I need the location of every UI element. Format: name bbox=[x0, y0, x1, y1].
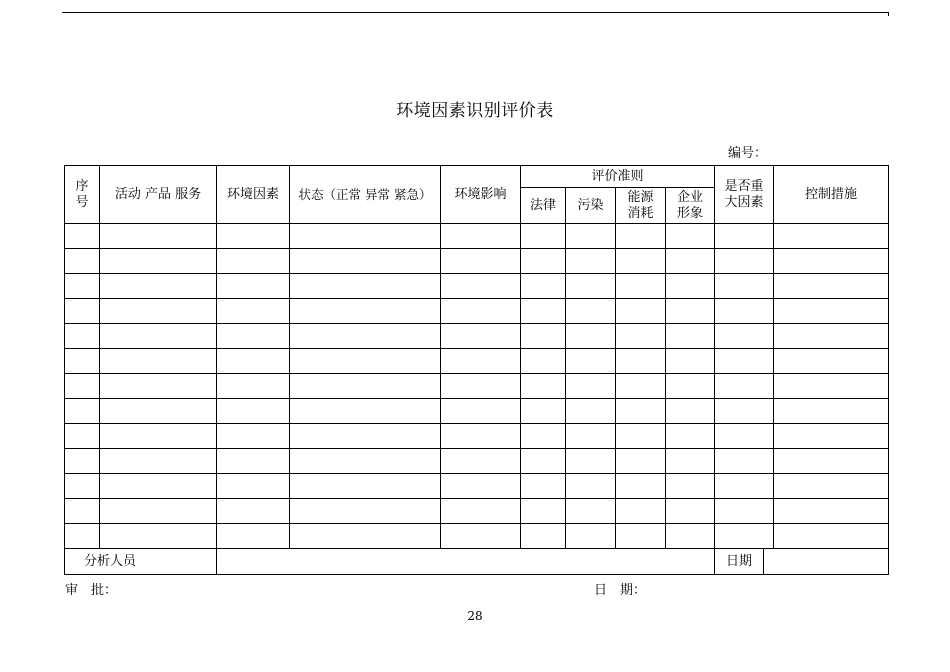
table-cell[interactable] bbox=[65, 324, 100, 349]
table-cell[interactable] bbox=[566, 474, 616, 499]
table-cell[interactable] bbox=[217, 324, 290, 349]
table-cell[interactable] bbox=[616, 349, 666, 374]
table-cell[interactable] bbox=[521, 424, 566, 449]
table-cell[interactable] bbox=[774, 499, 889, 524]
table-cell[interactable] bbox=[521, 299, 566, 324]
table-cell[interactable] bbox=[566, 249, 616, 274]
table-cell[interactable] bbox=[441, 374, 521, 399]
table-cell[interactable] bbox=[100, 249, 217, 274]
table-cell[interactable] bbox=[774, 249, 889, 274]
page-title: 环境因素识别评价表 bbox=[396, 101, 554, 121]
table-cell[interactable] bbox=[100, 274, 217, 299]
table-cell[interactable] bbox=[616, 299, 666, 324]
header-criteria-pollution: 污染 bbox=[566, 188, 616, 224]
table-cell[interactable] bbox=[217, 399, 290, 424]
table-cell[interactable] bbox=[666, 524, 715, 549]
table-cell[interactable] bbox=[65, 449, 100, 474]
table-cell[interactable] bbox=[715, 324, 774, 349]
table-cell[interactable] bbox=[616, 324, 666, 349]
page-number: 28 bbox=[467, 609, 483, 623]
table-cell[interactable] bbox=[666, 274, 715, 299]
table-cell[interactable] bbox=[217, 524, 290, 549]
table-cell[interactable] bbox=[774, 424, 889, 449]
table-cell[interactable] bbox=[666, 249, 715, 274]
table-cell[interactable] bbox=[441, 224, 521, 249]
header-rule-tick bbox=[888, 12, 889, 16]
table-cell[interactable] bbox=[774, 274, 889, 299]
table-cell[interactable] bbox=[441, 349, 521, 374]
table-cell[interactable] bbox=[290, 374, 441, 399]
table-cell[interactable] bbox=[217, 499, 290, 524]
table-cell[interactable] bbox=[666, 499, 715, 524]
table-cell[interactable] bbox=[774, 524, 889, 549]
table-cell[interactable] bbox=[100, 324, 217, 349]
table-cell[interactable] bbox=[290, 424, 441, 449]
table-cell[interactable] bbox=[217, 449, 290, 474]
header-impact: 环境影响 bbox=[441, 166, 521, 224]
table-cell[interactable] bbox=[715, 374, 774, 399]
table-cell[interactable] bbox=[566, 424, 616, 449]
table-cell[interactable] bbox=[715, 274, 774, 299]
table-cell[interactable] bbox=[290, 299, 441, 324]
table-cell[interactable] bbox=[521, 449, 566, 474]
table-cell[interactable] bbox=[65, 249, 100, 274]
table-cell[interactable] bbox=[441, 449, 521, 474]
table-cell[interactable] bbox=[715, 449, 774, 474]
date-label: 日期 bbox=[715, 549, 764, 574]
table-cell[interactable] bbox=[616, 274, 666, 299]
table-cell[interactable] bbox=[616, 224, 666, 249]
evaluation-table bbox=[64, 165, 889, 575]
footer-date-cell bbox=[715, 549, 889, 575]
header-criteria-energy: 能源消耗 bbox=[616, 188, 666, 224]
table-cell[interactable] bbox=[715, 299, 774, 324]
table-cell[interactable] bbox=[616, 499, 666, 524]
table-cell[interactable] bbox=[441, 524, 521, 549]
table-row bbox=[65, 399, 889, 424]
table-cell[interactable] bbox=[566, 274, 616, 299]
table-cell[interactable] bbox=[566, 224, 616, 249]
table-cell[interactable] bbox=[65, 274, 100, 299]
date-value[interactable] bbox=[764, 549, 888, 574]
table-cell[interactable] bbox=[100, 424, 217, 449]
table-cell[interactable] bbox=[521, 499, 566, 524]
table-cell[interactable] bbox=[65, 299, 100, 324]
header-criteria-law: 法律 bbox=[521, 188, 566, 224]
table-cell[interactable] bbox=[100, 224, 217, 249]
table-cell[interactable] bbox=[100, 299, 217, 324]
table-cell[interactable] bbox=[715, 499, 774, 524]
table-cell[interactable] bbox=[566, 499, 616, 524]
footer-analyst-cell bbox=[65, 549, 217, 575]
table-cell[interactable] bbox=[774, 399, 889, 424]
table-cell[interactable] bbox=[441, 474, 521, 499]
table-cell[interactable] bbox=[290, 399, 441, 424]
header-factor: 环境因素 bbox=[217, 166, 290, 224]
table-cell[interactable] bbox=[616, 449, 666, 474]
table-cell[interactable] bbox=[566, 374, 616, 399]
table-cell[interactable] bbox=[65, 524, 100, 549]
approval-label: 审 批： bbox=[65, 583, 118, 598]
header-state: 状态（正常 异常 紧急） bbox=[290, 166, 441, 224]
table-cell[interactable] bbox=[715, 474, 774, 499]
table-cell[interactable] bbox=[100, 374, 217, 399]
table-cell[interactable] bbox=[774, 324, 889, 349]
table-cell[interactable] bbox=[715, 349, 774, 374]
table-cell[interactable] bbox=[100, 449, 217, 474]
table-cell[interactable] bbox=[616, 424, 666, 449]
table-cell[interactable] bbox=[441, 274, 521, 299]
header-control: 控制措施 bbox=[774, 166, 889, 224]
table-cell[interactable] bbox=[715, 424, 774, 449]
table-cell[interactable] bbox=[65, 224, 100, 249]
table-cell[interactable] bbox=[521, 224, 566, 249]
table-cell[interactable] bbox=[715, 399, 774, 424]
table-cell[interactable] bbox=[441, 399, 521, 424]
table-cell[interactable] bbox=[217, 349, 290, 374]
table-cell[interactable] bbox=[441, 299, 521, 324]
table-row bbox=[65, 324, 889, 349]
table-cell[interactable] bbox=[521, 474, 566, 499]
table-cell[interactable] bbox=[566, 524, 616, 549]
table-cell[interactable] bbox=[441, 249, 521, 274]
table-cell[interactable] bbox=[65, 374, 100, 399]
table-cell[interactable] bbox=[666, 324, 715, 349]
table-cell[interactable] bbox=[715, 249, 774, 274]
table-cell[interactable] bbox=[290, 274, 441, 299]
table-cell[interactable] bbox=[666, 349, 715, 374]
table-cell[interactable] bbox=[217, 299, 290, 324]
table-row bbox=[65, 499, 889, 524]
table-cell[interactable] bbox=[566, 349, 616, 374]
table-cell[interactable] bbox=[521, 374, 566, 399]
table-cell[interactable] bbox=[290, 224, 441, 249]
table-cell[interactable] bbox=[217, 374, 290, 399]
table-cell[interactable] bbox=[100, 499, 217, 524]
header-activity: 活动 产品 服务 bbox=[100, 166, 217, 224]
table-row bbox=[65, 249, 889, 274]
table-cell[interactable] bbox=[441, 424, 521, 449]
table-cell[interactable] bbox=[521, 524, 566, 549]
header-rule bbox=[62, 12, 889, 13]
table-cell[interactable] bbox=[217, 249, 290, 274]
table-cell[interactable] bbox=[521, 349, 566, 374]
table-row bbox=[65, 449, 889, 474]
table-cell[interactable] bbox=[65, 474, 100, 499]
table-cell[interactable] bbox=[666, 399, 715, 424]
table-cell[interactable] bbox=[774, 474, 889, 499]
table-cell[interactable] bbox=[616, 474, 666, 499]
table-cell[interactable] bbox=[217, 274, 290, 299]
table-cell[interactable] bbox=[774, 224, 889, 249]
table-cell[interactable] bbox=[521, 274, 566, 299]
table-row bbox=[65, 349, 889, 374]
table-cell[interactable] bbox=[666, 224, 715, 249]
header-criteria-image: 企业形象 bbox=[666, 188, 715, 224]
table-cell[interactable] bbox=[521, 324, 566, 349]
table-cell[interactable] bbox=[65, 349, 100, 374]
table-cell[interactable] bbox=[441, 499, 521, 524]
table-cell[interactable] bbox=[65, 499, 100, 524]
table-row bbox=[65, 424, 889, 449]
table-cell[interactable] bbox=[774, 449, 889, 474]
table-cell[interactable] bbox=[774, 349, 889, 374]
table-cell[interactable] bbox=[666, 299, 715, 324]
table-cell[interactable] bbox=[774, 374, 889, 399]
table-row bbox=[65, 474, 889, 499]
table-cell[interactable] bbox=[666, 374, 715, 399]
table-cell[interactable] bbox=[566, 399, 616, 424]
table-cell[interactable] bbox=[616, 399, 666, 424]
table-row bbox=[65, 299, 889, 324]
table-cell[interactable] bbox=[616, 249, 666, 274]
table-cell[interactable] bbox=[65, 399, 100, 424]
header-major: 是否重大因素 bbox=[715, 166, 774, 224]
table-cell[interactable] bbox=[100, 399, 217, 424]
header-criteria: 评价准则 bbox=[521, 166, 715, 188]
table-cell[interactable] bbox=[566, 449, 616, 474]
table-cell[interactable] bbox=[65, 424, 100, 449]
table-cell[interactable] bbox=[616, 374, 666, 399]
table-cell[interactable] bbox=[566, 324, 616, 349]
table-cell[interactable] bbox=[290, 474, 441, 499]
table-cell[interactable] bbox=[290, 524, 441, 549]
sign-date-label: 日 期： bbox=[594, 583, 647, 598]
table-cell[interactable] bbox=[100, 474, 217, 499]
header-seq: 序号 bbox=[65, 166, 100, 224]
table-cell[interactable] bbox=[100, 524, 217, 549]
table-cell[interactable] bbox=[521, 249, 566, 274]
table-row bbox=[65, 274, 889, 299]
analyst-label: 分析人员 bbox=[83, 553, 136, 569]
table-cell[interactable] bbox=[100, 349, 217, 374]
analyst-value-cell[interactable] bbox=[217, 549, 715, 575]
table-cell[interactable] bbox=[521, 399, 566, 424]
table-cell[interactable] bbox=[290, 324, 441, 349]
table-row bbox=[65, 374, 889, 399]
table-cell[interactable] bbox=[290, 349, 441, 374]
table-cell[interactable] bbox=[715, 224, 774, 249]
table-cell[interactable] bbox=[616, 524, 666, 549]
table-cell[interactable] bbox=[566, 299, 616, 324]
table-row bbox=[65, 524, 889, 549]
table-cell[interactable] bbox=[715, 524, 774, 549]
table-row bbox=[65, 224, 889, 249]
table-cell[interactable] bbox=[666, 424, 715, 449]
table-cell[interactable] bbox=[441, 324, 521, 349]
table-cell[interactable] bbox=[666, 449, 715, 474]
table-cell[interactable] bbox=[290, 499, 441, 524]
table-cell[interactable] bbox=[217, 474, 290, 499]
doc-number-label: 编号： bbox=[728, 146, 768, 161]
table-body bbox=[65, 224, 889, 549]
table-cell[interactable] bbox=[217, 224, 290, 249]
table-cell[interactable] bbox=[666, 474, 715, 499]
table-cell[interactable] bbox=[774, 299, 889, 324]
table-cell[interactable] bbox=[290, 449, 441, 474]
table-cell[interactable] bbox=[217, 424, 290, 449]
table-cell[interactable] bbox=[290, 249, 441, 274]
